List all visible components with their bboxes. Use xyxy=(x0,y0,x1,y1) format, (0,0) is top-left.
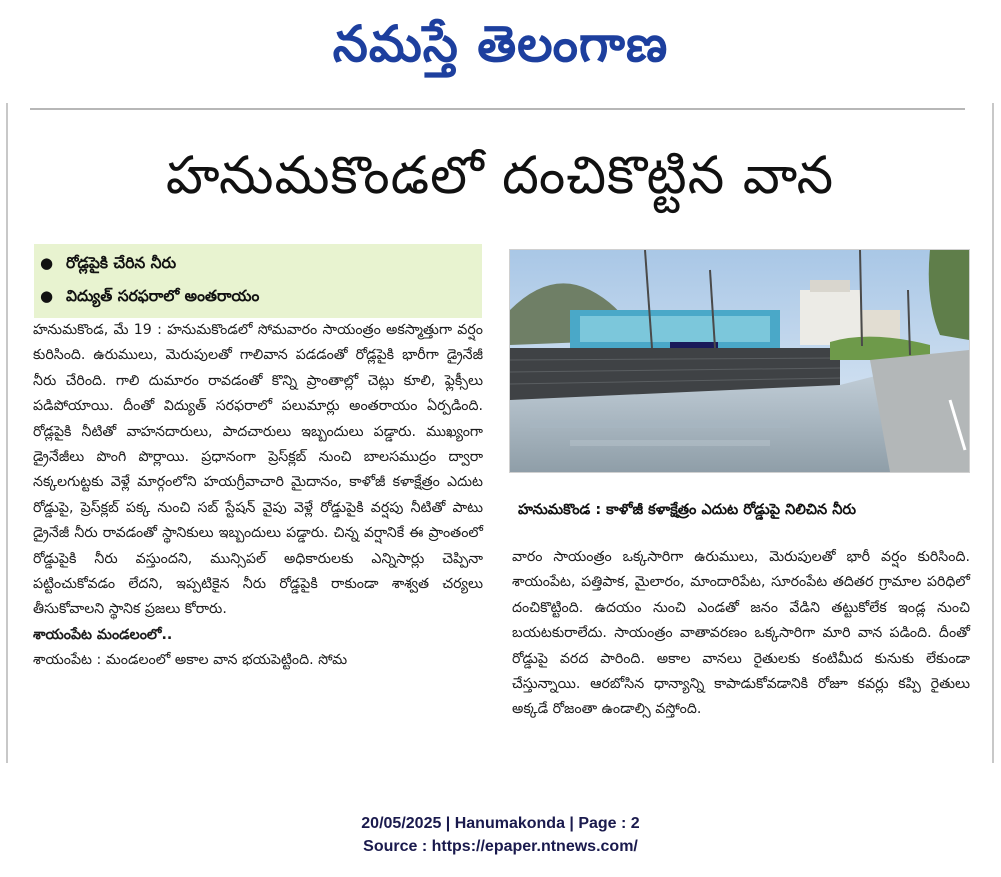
bullet-icon: ● xyxy=(40,254,54,272)
right-border xyxy=(992,103,994,763)
photo-caption: హనుమకొండ : కాళోజీ కళాక్షేత్రం ఎదుట రోడ్డుపై నిలిచిన నీరు xyxy=(518,502,857,518)
article-body-left xyxy=(33,318,483,674)
body-paragraph: హనుమకొండ, మే 19 : హనుమకొండలో సోమవారం సాయంత్రం అకస్మాత్తుగా వర్షం కురిసింది. ఉరుములు, మెరుపులతో గాలివాన పడడంతో రోడ్లపైకి భారీగా డ్రైనేజీ నీరు చేరింది. గాలి దుమారం రావడంతో కొన్ని ప్రాంతాల్లో చెట్లు కూలి, ఫ్లెక్సీలు పడిపోయాయి. దీంతో విద్యుత్‌ సరఫరాలో పలుమార్లు అంతరాయం ఏర్పడింది. రోడ్లపైకి నీటితో వాహనదారులు, పాదచారులు ఇబ్బందులు పడ్డారు. ముఖ్యంగా డ్రైనేజీలు పొంగి పొర్లాయి. ప్రధానంగా ప్రెస్‌క్లబ్‌ నుంచి బాలసముద్రం ద్వారా నక్కలగుట్టకు వెళ్లే మార్గంలోని హయగ్రీవాచారి మైదానం, కాళోజీ కళాక్షేత్రం ఎదుట రోడ్డుపై, ప్రెస్‌క్లబ్‌ పక్క నుంచి సబ్‌ స్టేషన్‌ వైపు వెళ్లే రోడ్డుపైకి వర్షపు నీటితో పాటు డ్రైనేజీ నీరు రావడంతో స్థానికులు ఇబ్బందులు పడ్డారు. చిన్న వర్షానికే ఈ ప్రాంతంలో రోడ్డుపైకి నీరు వస్తుందని, మున్సిపల్‌ అధికారులకు ఎన్నిసార్లు చెప్పినా పట్టించుకోవడం లేదని, ఇప్పటికైన నీరు రోడ్డపైకి రాకుండా శాశ్వత చర్యలు తీసుకోవాలని స్థానిక ప్రజలు కోరారు. xyxy=(33,322,483,618)
footer-source: Source : https://epaper.ntnews.com/ xyxy=(363,838,638,855)
highlight-item: ● రోడ్లపైకి చేరిన నీరు xyxy=(40,249,176,277)
highlights-box xyxy=(34,244,482,318)
bullet-icon: ● xyxy=(40,287,54,305)
article-body-right xyxy=(512,545,970,723)
news-photo xyxy=(509,249,970,473)
body-paragraph: వారం సాయంత్రం ఒక్కసారిగా ఉరుములు, మెరుపులతో భారీ వర్షం కురిసింది. శాయంపేట, పత్తిపాక, మైలారం, మాందారిపేట, సూరంపేట తదితర గ్రామాల పరిధిలో దంచికొట్టింది. ఉదయం నుంచి ఎండతో జనం వేడిని తట్టుకోలేక ఇండ్ల నుంచి బయటకురాలేదు. సాయంత్రం వాతావరణం ఒక్కసారిగా మారి వాన పడింది. దీంతో రోడ్డుపై వరద పారింది. అకాల వానలు రైతులకు కంటిమీద కునుకు లేకుండా చేస్తున్నాయి. ఆరబోసిన ధాన్యాన్ని కాపాడుకోవడానికి రోజూ కవర్లు కప్పి రైతులు అక్కడే రోజంతా ఉండాల్సి వస్తోంది. xyxy=(512,549,970,718)
left-border xyxy=(6,103,8,763)
highlight-item: ● విద్యుత్‌ సరఫరాలో అంతరాయం xyxy=(40,282,259,310)
top-rule xyxy=(30,108,965,110)
article-headline: హనుమకొండలో దంచికొట్టిన వాన xyxy=(165,146,835,206)
newspaper-masthead: నమస్తే తెలంగాణ xyxy=(332,15,669,73)
section-subheading: శాయంపేట మండలంలో.. xyxy=(33,626,173,643)
body-paragraph: శాయంపేట : మండలంలో అకాల వాన భయపెట్టింది. సోమ xyxy=(33,652,348,669)
footer-dateline: 20/05/2025 | Hanumakonda | Page : 2 xyxy=(361,815,640,832)
